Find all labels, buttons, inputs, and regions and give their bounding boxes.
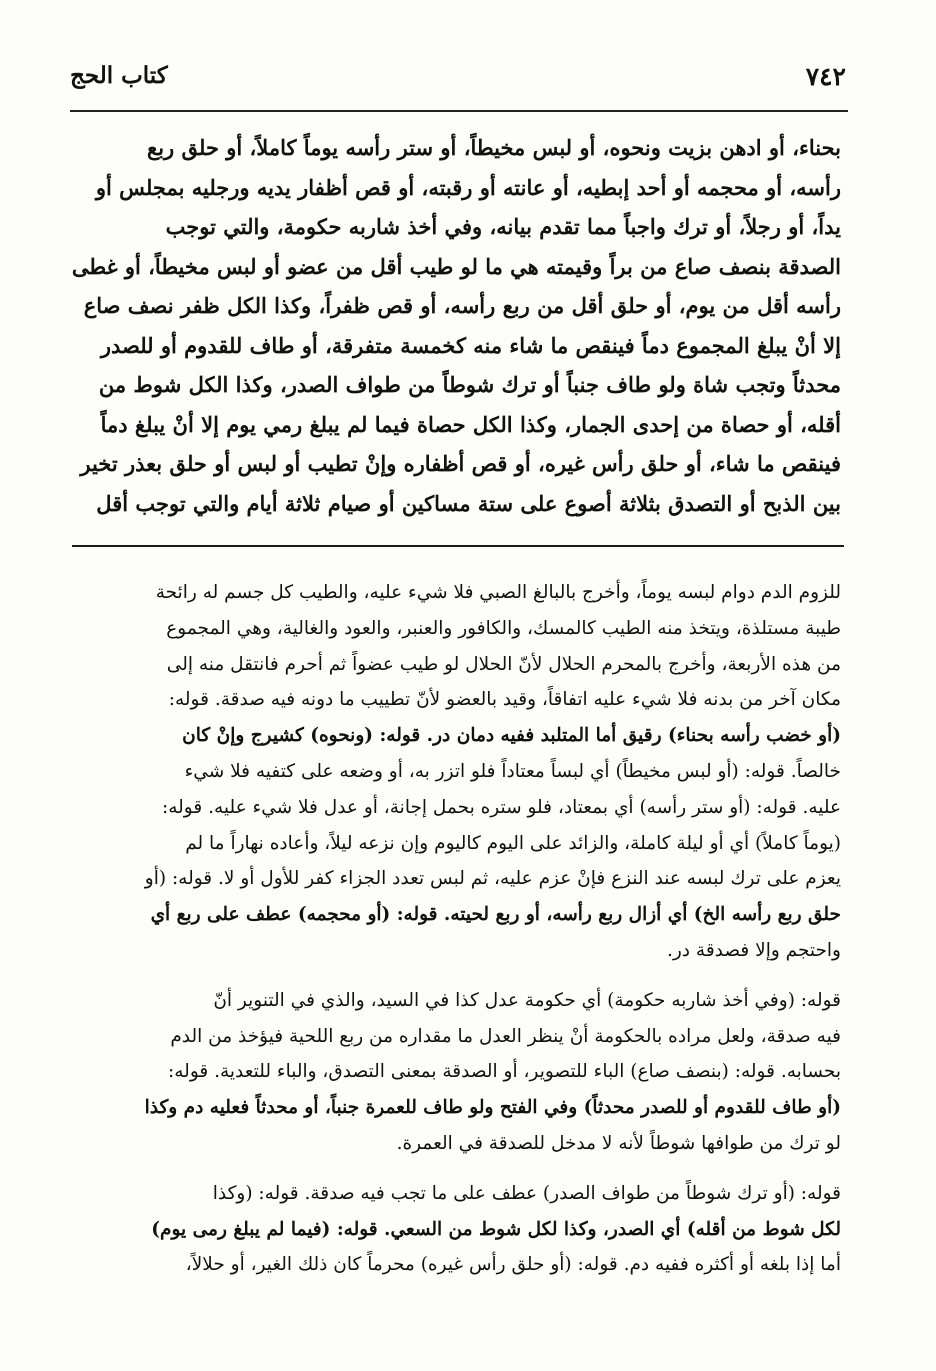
page-header: [70, 58, 846, 98]
commentary-line: حلق ربع رأسه الخ) أي أزال ربع رأسه، أو ربع لحيته. قوله: (أو محجمه) عطف على ربع أي: [150, 904, 841, 926]
page-number: ٧٤٢: [805, 62, 846, 91]
matn-line: بين الذبح أو التصدق بثلاثة أصوع على ستة مساكين أو صيام ثلاثة أيام والتي توجب أقل: [96, 490, 841, 516]
matn-line: بحناء، أو ادهن بزيت ونحوه، أو لبس مخيطاً، أو ستر رأسه يوماً كاملاً، أو حلق ربع: [147, 135, 841, 160]
commentary-separator: [72, 545, 844, 547]
commentary-line: يعزم على ترك لبسه عند النزع فإنْ عزم عليه، ثم لبس تعدد الجزاء كفر للأول أو لا. قوله: (أو: [144, 868, 841, 890]
commentary-line: فيه صدقة، ولعل مراده بالحكومة أنْ ينظر العدل ما مقداره من ربع اللحية فيؤخذ من الدم: [170, 1025, 841, 1047]
commentary-line: مكان آخر من بدنه فلا شيء عليه اتفاقاً، وقيد بالعضو لأنّ تطييب ما دونه فيه صدقة. قوله:: [168, 689, 841, 711]
commentary-paragraph: [72, 1176, 841, 1283]
commentary-line: قوله: (أو ترك شوطاً من طواف الصدر) عطف على ما تجب فيه صدقة. قوله: (وكذا: [212, 1182, 841, 1204]
commentary-line: من هذه الأربعة، وأخرج بالمحرم الحلال لأنّ الحلال لو طيب عضواً ثم أحرم فانتقل منه إلى: [166, 653, 841, 675]
commentary-line: للزوم الدم دوام لبسه يوماً، وأخرج بالبالغ الصبي فلا شيء عليه، والطيب كل جسم له رائحة: [155, 582, 841, 603]
commentary-paragraph: [72, 983, 841, 1162]
commentary-line: قوله: (وفي أخذ شاربه حكومة) أي حكومة عدل كذا في السيد، والذي في التنوير أنّ: [213, 989, 841, 1011]
commentary-line: (أو خضب رأسه بحناء) رقيق أما المتلبد ففيه دمان در. قوله: (ونحوه) كشيرج وإنْ كان: [182, 725, 841, 747]
matn-line: الصدقة بنصف صاع من براً وقيمته هي ما لو طيب أقل من عضو أو لبس مخيطاً، أو غطى: [72, 253, 841, 279]
commentary-line: عليه. قوله: (أو ستر رأسه) أي بمعتاد، فلو ستره بحمل إجانة، أو عدل فلا شيء عليه. قوله:: [162, 796, 841, 818]
commentary-line: لكل شوط من أقله) أي الصدر، وكذا لكل شوط من السعي. قوله: (فيما لم يبلغ رمى يوم): [151, 1218, 841, 1240]
commentary-line: أما إذا بلغه أو أكثره ففيه دم. قوله: (أو حلق رأس غيره) محرماً كان ذلك الغير، أو حلالاً،: [185, 1254, 841, 1276]
commentary-line: خالصاً. قوله: (أو لبس مخيطاً) أي لبساً معتاداً فلو اتزر به، أو وضعه على كتفيه فلا شيء: [184, 760, 841, 782]
matn-line: أقله، أو حصاة من إحدى الجمار، وكذا الكل حصاة فيما لم يبلغ رمي يوم إلا أنْ يبلغ دماً: [100, 411, 841, 437]
commentary-line: لو ترك من طوافها شوطاً لأنه لا مدخل للصدقة في العمرة.: [396, 1132, 841, 1154]
commentary-line: (أو طاف للقدوم أو للصدر محدثاً) وفي الفتح ولو طاف للعمرة جنباً، أو محدثاً فعليه دم وكذا: [144, 1097, 841, 1119]
matn-line: يداً، أو رجلاً، أو ترك واجباً مما تقدم بيانه، وفي أخذ شاربه حكومة، والتي توجب: [165, 214, 841, 239]
commentary-text: [72, 575, 841, 1297]
matn-line: إلا أنْ يبلغ المجموع دماً فينقص ما شاء منه كخمسة متفرقة، أو طاف للقدوم أو للصدر: [100, 332, 841, 358]
commentary-line: (يوماً كاملاً) أي أو ليلة كاملة، والزائد على اليوم كاليوم وإن نزعه ليلاً، وأعاده نهاراً ما لم: [185, 832, 841, 854]
matn-line: فينقص ما شاء، أو حلق رأس غيره، أو قص أظفاره وإنْ تطيب أو لبس أو حلق بعذر تخير: [80, 451, 841, 476]
commentary-line: طيبة مستلذة، ويتخذ منه الطيب كالمسك، والكافور والعنبر، والعود والغالية، وهي المجموع: [166, 617, 841, 639]
commentary-line: واحتجم وإلا فصدقة در.: [666, 939, 841, 961]
matn-line: رأسه أقل من يوم، أو حلق أقل من ربع رأسه، أو قص ظفراً، وكذا الكل ظفر نصف صاع: [83, 293, 841, 318]
header-rule: [70, 110, 848, 112]
matn-text: [72, 128, 841, 523]
commentary-line: بحسابه. قوله: (بنصف صاع) الباء للتصوير، أو الصدقة بمعنى التصدق، والباء للتعدية. قوله:: [168, 1061, 841, 1083]
matn-line: رأسه، أو محجمه أو أحد إبطيه، أو عانته أو رقبته، أو قص أظفار يديه ورجليه بمجلس أو: [95, 174, 841, 200]
running-title: كتاب الحج: [70, 62, 168, 89]
matn-line: محدثاً وتجب شاة ولو طاف جنباً أو ترك شوطاً من طواف الصدر، وكذا الكل شوط من: [98, 372, 841, 397]
commentary-paragraph: [72, 575, 841, 969]
